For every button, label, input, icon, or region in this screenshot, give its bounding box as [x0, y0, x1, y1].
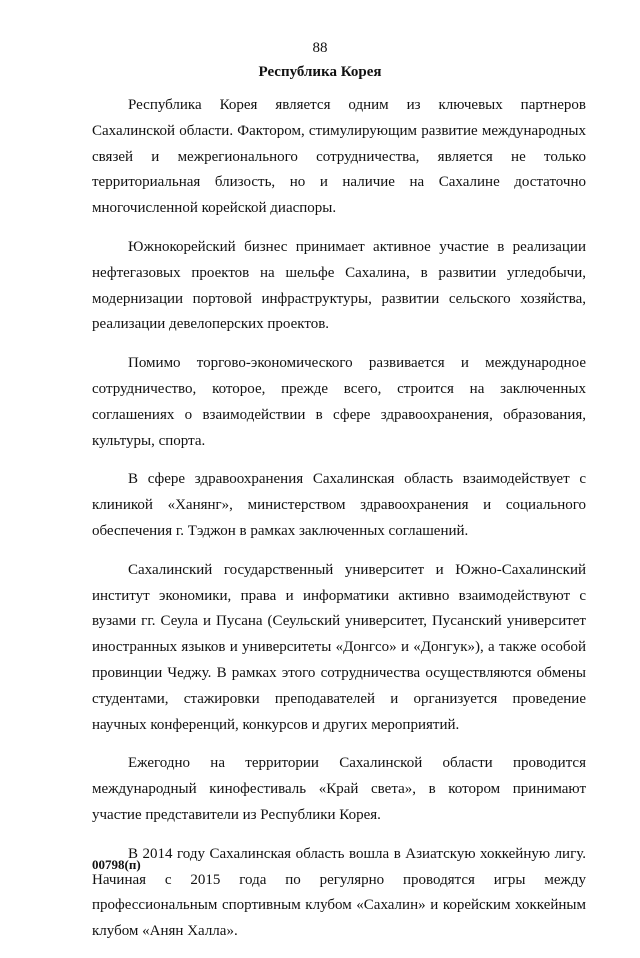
document-body: [92, 93, 586, 958]
paragraph-7: В 2014 году Сахалинская область вошла в Азиатскую хоккейную лигу. Начиная с 2015 года по регулярно проводятся игры между профессиональным спортивным клубом «Сахалин» и корейским хоккейным клубом «Анян Халла».: [92, 845, 586, 940]
paragraph-2: Южнокорейский бизнес принимает активное участие в реализации нефтегазовых проектов на шельфе Сахалина, в развитии угледобычи, модернизации портовой инфраструктуры, развитии сельского хозяйства, реализации девелоперских проектов.: [92, 238, 586, 333]
paragraph-3: Помимо торгово-экономического развивается и международное сотрудничество, которое, прежде всего, строится на заключенных соглашениях о взаимодействии в сфере здравоохранения, образования, культуры, спорта.: [92, 355, 586, 449]
paragraph-6: Ежегодно на территории Сахалинской области проводится международный кинофестиваль «Край света», в котором принимают участие представители из Республики Корея.: [92, 755, 586, 823]
page-number: 88: [312, 40, 328, 56]
paragraph-1: Республика Корея является одним из ключевых партнеров Сахалинской области. Фактором, стимулирующим развитие международных связей и межрегионального сотрудничества, является не только территориальная близость, но и наличие на Сахалине достаточно многочисленной корейской диаспоры.: [92, 97, 586, 217]
paragraph-4: В сфере здравоохранения Сахалинская область взаимодействует с клиникой «Ханянг», министерством здравоохранения и социального обеспечения г. Тэджон в рамках заключенных соглашений.: [92, 471, 586, 539]
section-title: Республика Корея: [258, 64, 382, 80]
paragraph-5: Сахалинский государственный университет и Южно-Сахалинский институт экономики, права и информатики активно взаимодействуют с вузами гг. Сеула и Пусана (Сеульский университет, Пусанский университет иностранных языков и университеты «Донгсо» и «Донгук»), а также особой провинции Чеджу. В рамках этого сотрудничества осуществляются обмены студентами, стажировки преподавателей и организуется проведение научных конференций, конкурсов и других мероприятий.: [92, 561, 586, 733]
document-code: 00798(п): [92, 857, 141, 872]
